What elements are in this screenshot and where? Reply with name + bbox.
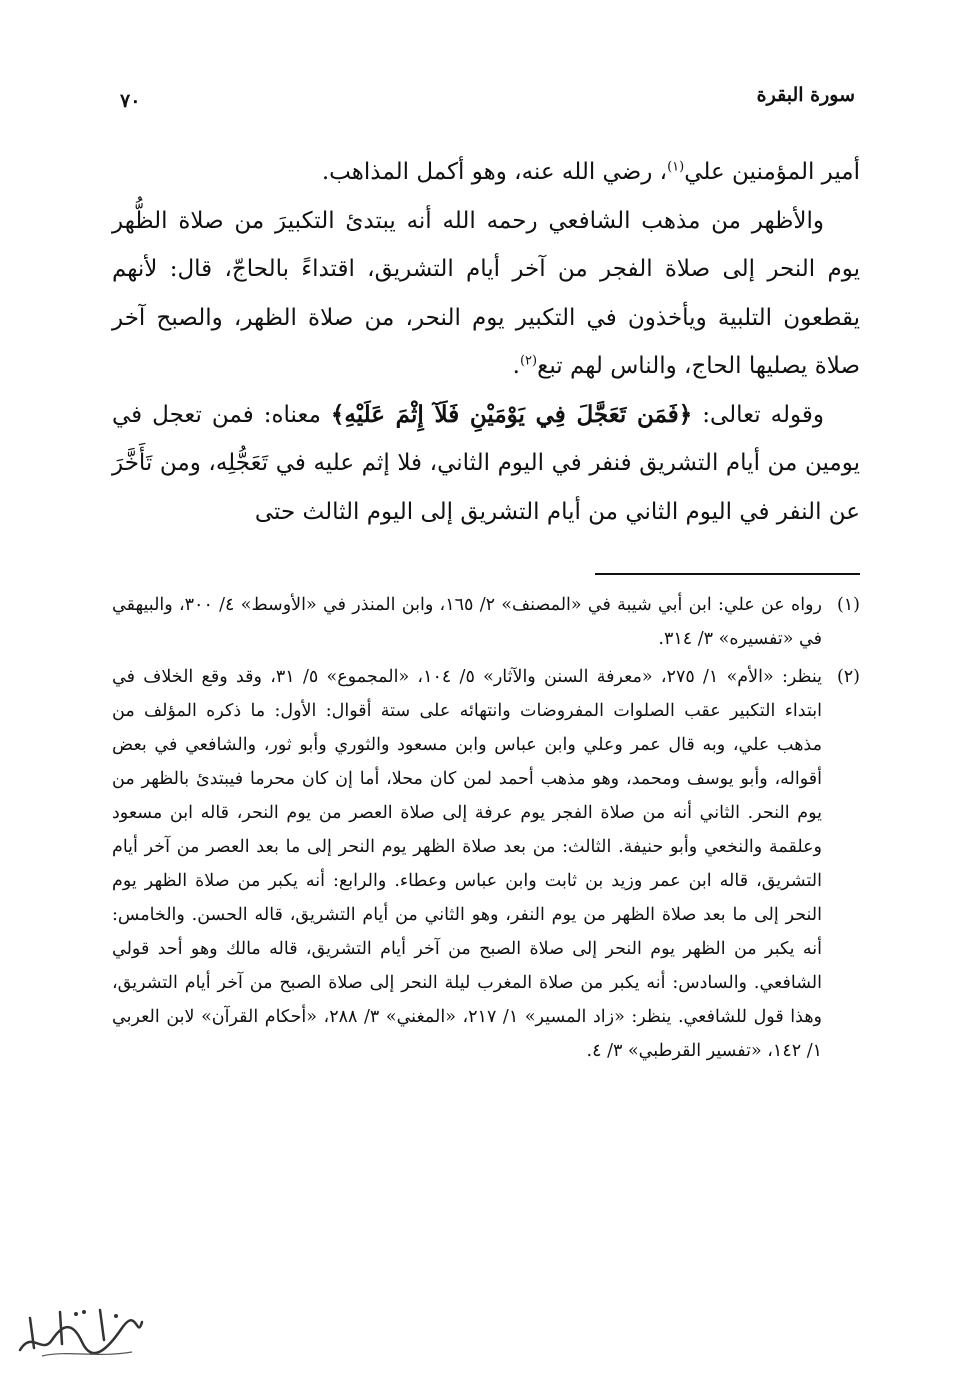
surah-title: سورة البقرة <box>756 84 855 106</box>
footnote-text: رواه عن علي: ابن أبي شيبة في «المصنف» ٢/ ١٦٥، وابن المنذر في «الأوسط» ٤/ ٣٠٠، والبيهقي في «تفسيره» ٣/ ٣١٤. <box>112 595 822 649</box>
footnotes <box>112 588 860 1068</box>
footnote-ref-1[interactable]: (١) <box>667 159 685 175</box>
page-number: ٧٠ <box>120 90 141 112</box>
paragraph-2-text-b: . <box>512 353 520 379</box>
paragraph-1-text-a: أمير المؤمنين علي <box>684 159 860 185</box>
footnote-number: (٢) <box>836 667 860 687</box>
footnote-text: ينظر: «الأم» ١/ ٢٧٥، «معرفة السنن والآثار» ٥/ ١٠٤، «المجموع» ٥/ ٣١، وقد وقع الخلاف في ابتداء التكبير عقب الصلوات المفروضات وانتهائه على ستة أقوال: الأول: ما ذكره المؤلف من مذهب علي، وبه قال عمر وعلي وابن عباس وابن مسعود والثوري وأبو ثور، والشافعي في بعض أقواله، وأبو يوسف ومحمد، وهو مذهب أحمد لمن كان محلا، أما إن كان محرما فيبتدئ بالظهر من يوم النحر. الثاني أنه من صلاة الفجر يوم عرفة إلى صلاة العصر من يوم النحر، قاله ابن مسعود وعلقمة والنخعي وأبو حنيفة. الثالث: من بعد صلاة الظهر يوم النحر إلى ما بعد العصر من آخر أيام التشريق، قاله ابن عمر وزيد بن ثابت وابن عباس وعطاء. والرابع: أنه يكبر من صلاة الظهر يوم النحر إلى ما بعد صلاة الظهر من يوم النفر، وهو الثاني من أيام التشريق، قاله الحسن. والخامس: أنه يكبر من الظهر يوم النحر إلى صلاة الصبح من آخر أيام التشريق، قاله مالك وهو أحد قولي الشافعي. والسادس: أنه يكبر من صلاة المغرب ليلة النحر إلى صلاة الصبح من آخر أيام التشريق، وهذا قول للشافعي. ينظر: «زاد المسير» ١/ ٢١٧، «المغني» ٣/ ٢٨٨، «أحكام القرآن» لابن العربي ١/ ١٤٢، «تفسير القرطبي» ٣/ ٤. <box>112 667 823 1061</box>
paragraph-3-text-a: وقوله تعالى: <box>692 401 824 428</box>
footnote-number: (١) <box>836 595 860 615</box>
footnote-separator <box>595 573 860 575</box>
logo-drawing <box>12 1300 147 1360</box>
paragraph-2-text-a: والأظهر من مذهب الشافعي رحمه الله أنه يبتدئ التكبيرَ من صلاة الظُّهر يوم النحر إلى صلاة الفجر من آخر أيام التشريق، اقتداءً بالحاجّ، قال: لأنهم يقطعون التلبية ويأخذون في التكبير يوم النحر، من صلاة الظهر، والصبح آخر صلاة يصليها الحاج، والناس لهم تبع <box>112 207 860 379</box>
calligraphy-logo-icon <box>12 1300 147 1360</box>
quran-verse: ﴿فَمَن تَعَجَّلَ فِي يَوْمَيْنِ فَلَآ إِثْمَ عَلَيْهِ﴾ <box>330 400 693 428</box>
footnote-ref-2[interactable]: (٢) <box>519 353 538 369</box>
footnote-2 <box>112 660 860 1068</box>
paragraph-1-text-b: ، رضي الله عنه، وهو أكمل المذاهب. <box>321 159 668 185</box>
paragraph-1 <box>112 148 860 197</box>
footnote-1 <box>112 588 860 656</box>
paragraph-2 <box>112 197 860 391</box>
main-text <box>112 148 860 536</box>
paragraph-3 <box>112 391 860 537</box>
page-header <box>120 84 855 118</box>
paragraph-3-text-b: معناه: فمن تعجل في يومين من أيام التشريق فنفر في اليوم الثاني، فلا إثم عليه في تَعَجُّلِه، ومن تَأَخَّرَ عن النفر في اليوم الثاني من أيام التشريق إلى اليوم الثالث حتى <box>112 401 860 525</box>
